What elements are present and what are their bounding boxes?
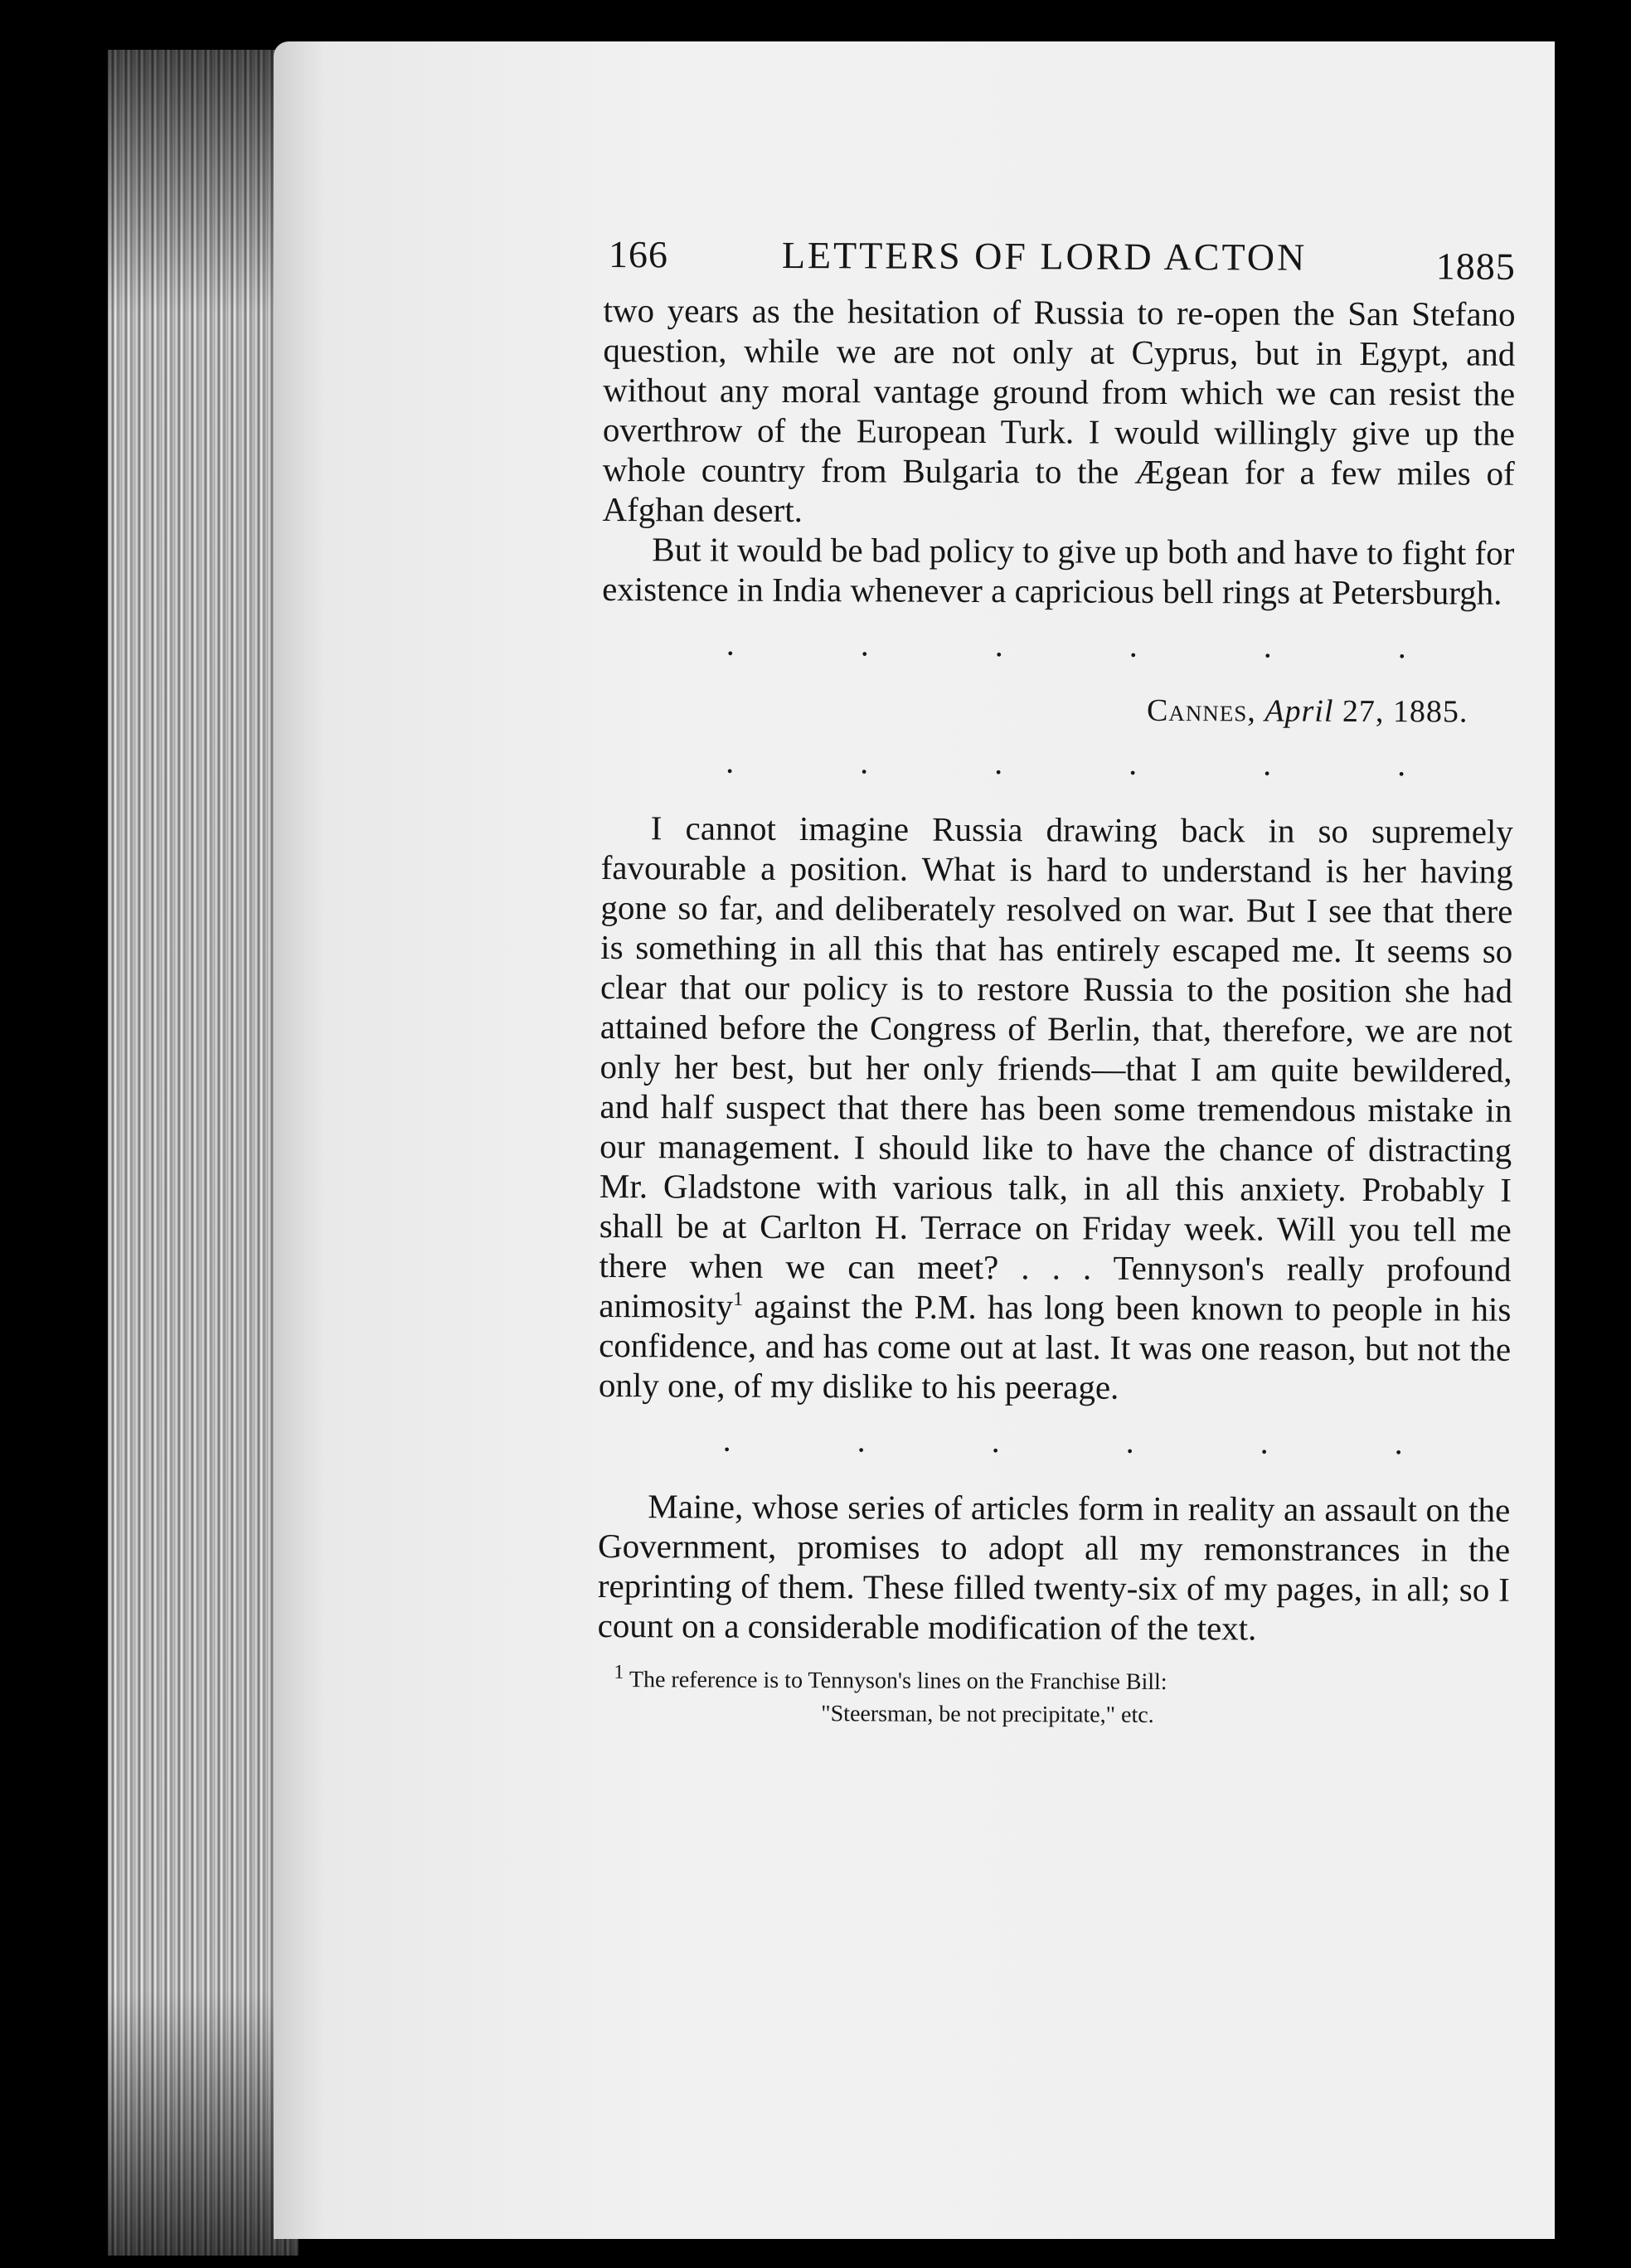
footnote-reference[interactable]: 1: [733, 1289, 744, 1311]
separator-dot: .: [726, 742, 735, 780]
page-content: [597, 232, 1516, 1734]
paragraph-4: Maine, whose series of articles form in reality an assault on the Government, promises to adopt all my remonstrances in the reprinting of them. These filled twenty-six of my pages, in all; so I count on a considerable modification of the text.: [597, 1487, 1511, 1648]
letter-dateline: [601, 690, 1513, 731]
separator-dot: .: [1397, 745, 1406, 784]
book-page-edges: [108, 50, 299, 2256]
separator-dot: .: [860, 625, 869, 663]
paragraph-2: But it would be bad policy to give up both and have to fight for existence in India whenever a capricious bell rings at Petersburgh.: [602, 530, 1515, 612]
separator-dot: .: [1263, 745, 1272, 783]
separator-dot: .: [860, 743, 869, 781]
footnote-line-2: "Steersman, be not precipitate," etc.: [821, 1701, 1154, 1728]
separator-dot: .: [857, 1421, 866, 1459]
running-title: LETTERS OF LORD ACTON: [781, 233, 1308, 279]
separator-dot: .: [1125, 1422, 1134, 1460]
separator-dot: .: [1129, 626, 1138, 664]
dateline-day-year: 27, 1885.: [1342, 693, 1468, 730]
dateline-place: Cannes,: [1146, 692, 1256, 729]
page-number: 166: [608, 233, 668, 276]
ellipsis-separator-1: [602, 624, 1514, 666]
paragraph-3-text-a: I cannot imagine Russia drawing back in so supremely favourable a position. What is hard to understand is her having gone so far, and deliberately resolved on war. But I see that there is something in all this that has entirely escaped me. It seems so clear that our policy is to restore Russia to the position she had attained before the Congress of Berlin, that, therefore, we are not only her best, but her only friends—that I am quite bewildered, and half suspect that there has been some tremendous mistake in our management. I should like to have the chance of distracting Mr. Gladstone with various talk, in all this anxiety. Probably I shall be at Carlton H. Terrace on Friday week. Will you tell me there when we can meet? . . . Tennyson's really profound animosity: [599, 809, 1513, 1325]
header-year: 1885: [1435, 245, 1516, 288]
paragraph-1: two years as the hesitation of Russia to re-open the San Stefano question, while we are not only at Cyprus, but in Egypt, and without any moral vantage ground from which we can resist the overthrow of the European Turk. I would willingly give up the whole country from Bulgaria to the Ægean for a few miles of Afghan desert.: [602, 290, 1516, 530]
footnote: [597, 1663, 1509, 1734]
footnote-text-1: The reference is to Tennyson's lines on the Franchise Bill:: [629, 1667, 1167, 1695]
separator-dot: .: [1263, 627, 1272, 665]
paragraph-3: [599, 808, 1513, 1409]
footnote-marker: 1: [614, 1661, 624, 1683]
separator-dot: .: [722, 1421, 731, 1459]
separator-dot: .: [726, 624, 735, 663]
separator-dot: .: [1394, 1424, 1403, 1462]
separator-dot: .: [1260, 1423, 1269, 1461]
ellipsis-separator-3: [599, 1423, 1511, 1460]
dateline-month: April: [1265, 693, 1334, 729]
ellipsis-separator-2: [601, 742, 1513, 784]
running-header: [604, 232, 1516, 294]
separator-dot: .: [994, 744, 1003, 782]
separator-dot: .: [1397, 628, 1406, 666]
paragraph-3-text-b: against the P.M. has long been known to people in his confidence, and has come out at last. It was one reason, but not the only one, of my dislike to his peerage.: [598, 1286, 1512, 1406]
footnote-line-1: [597, 1663, 1509, 1701]
separator-dot: .: [994, 626, 1003, 664]
separator-dot: .: [1129, 744, 1138, 782]
separator-dot: .: [991, 1422, 1000, 1460]
